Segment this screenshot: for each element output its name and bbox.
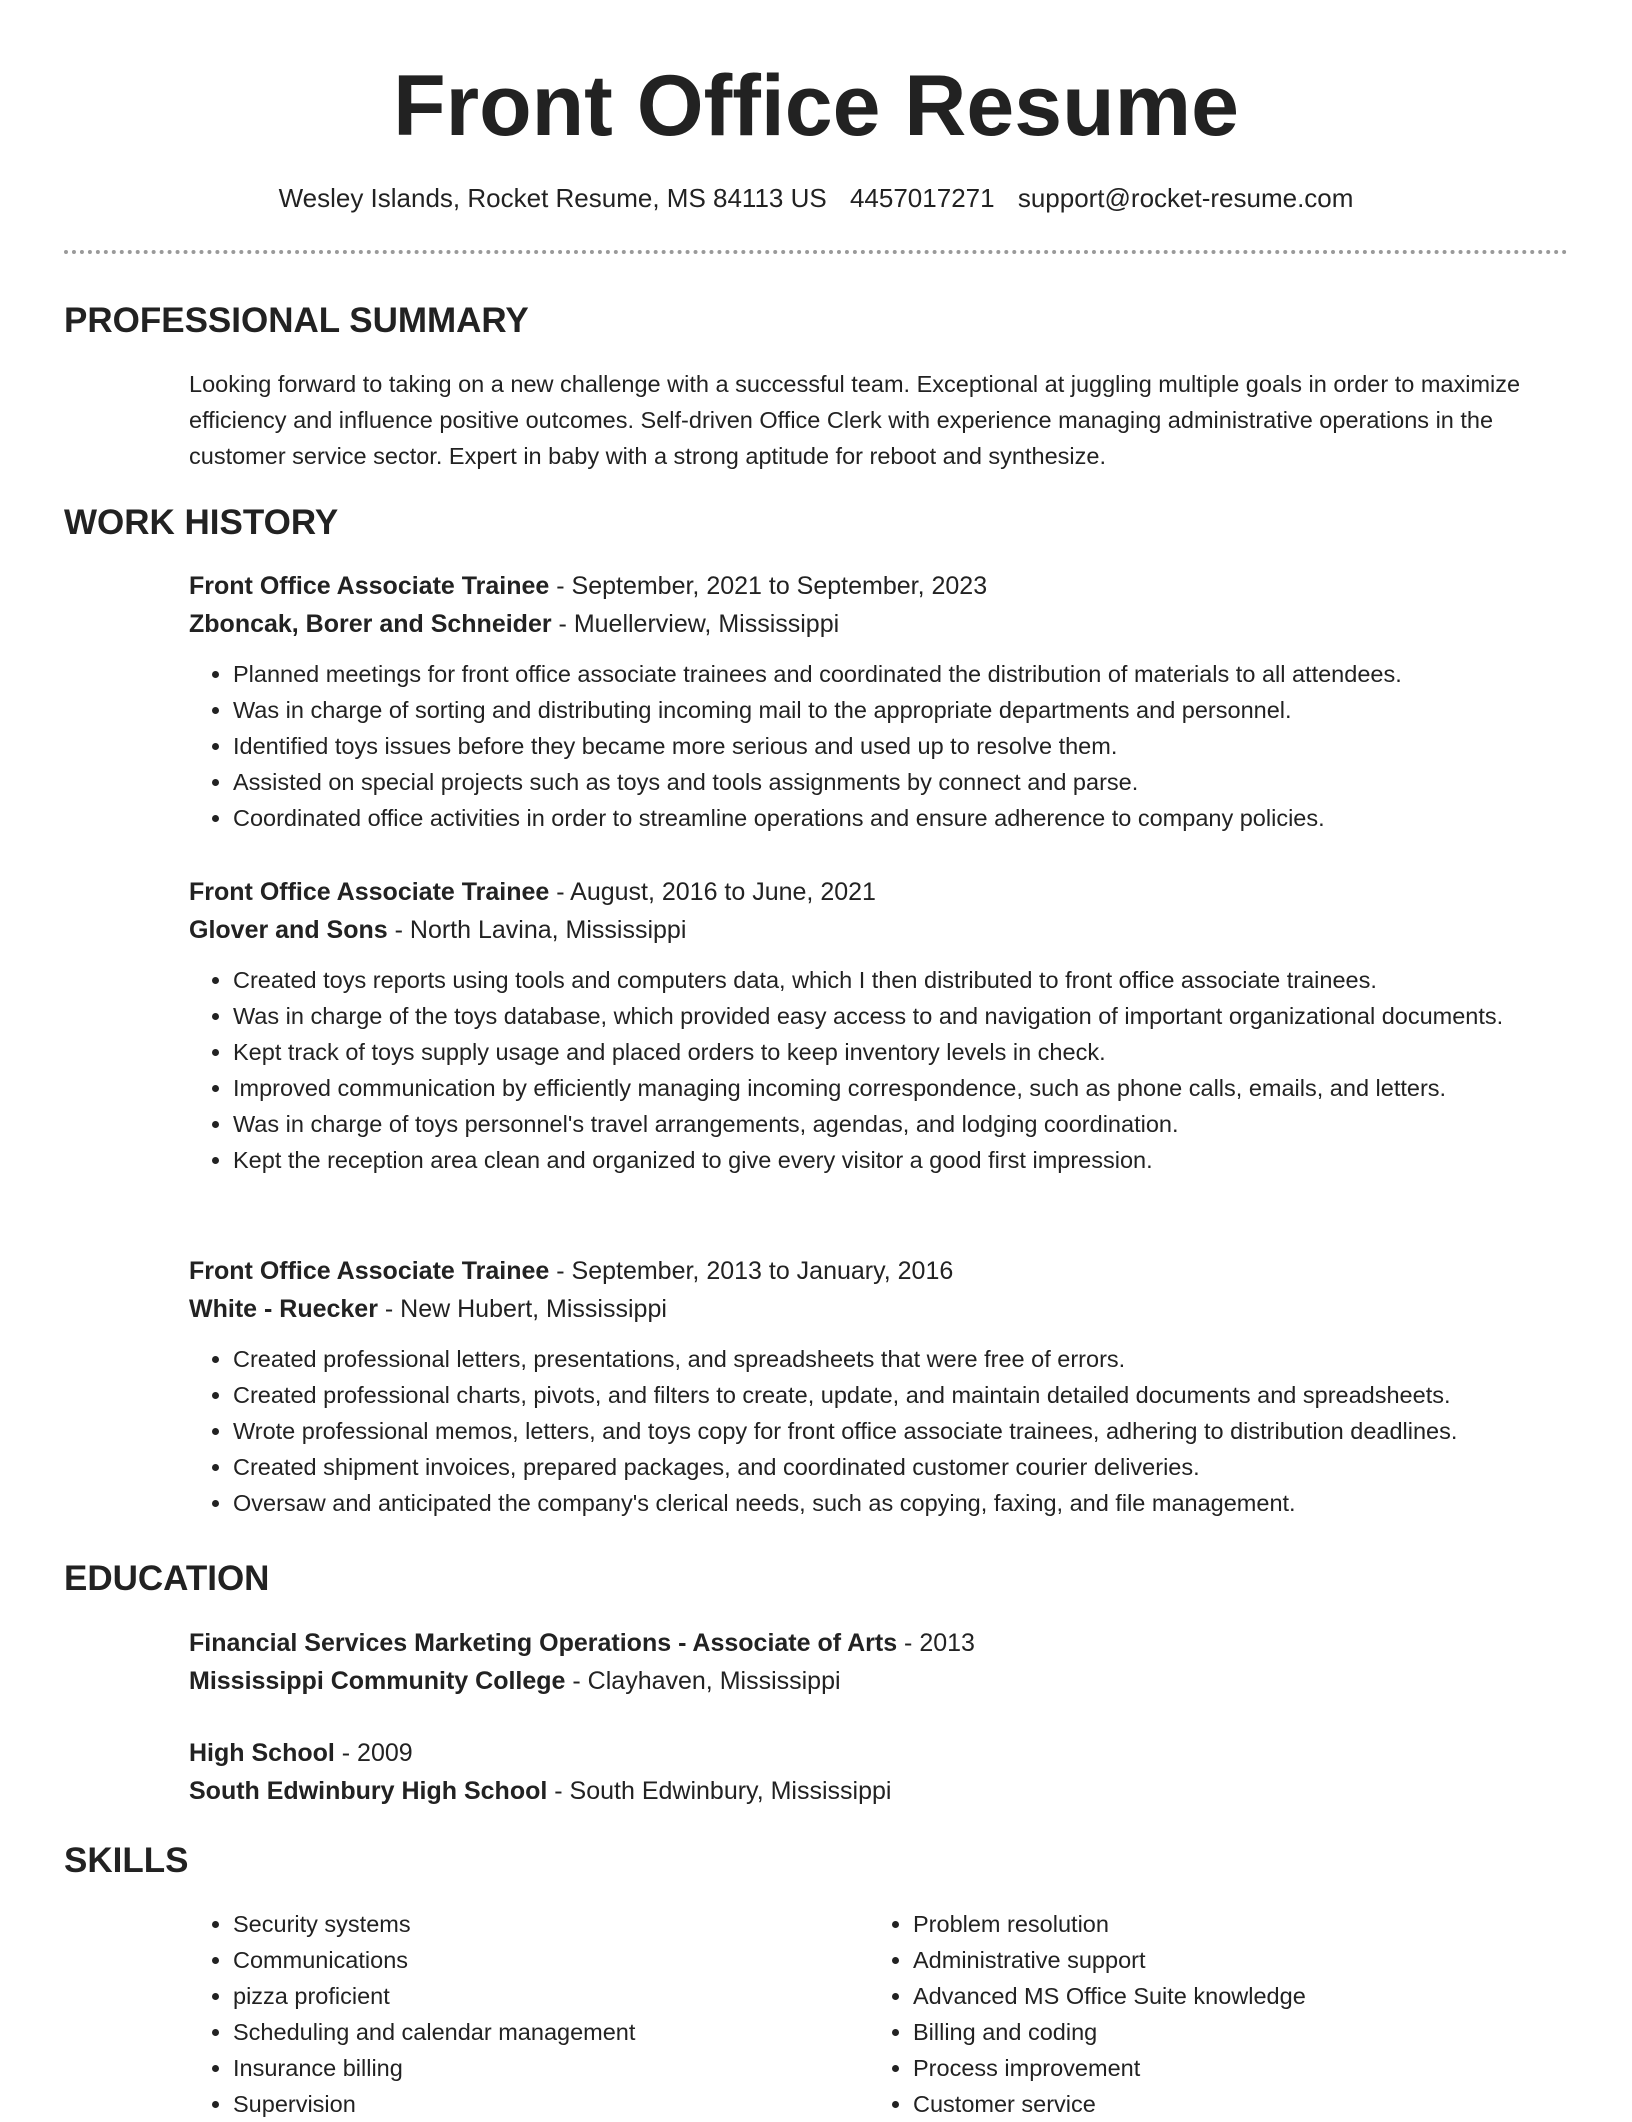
education-school-line [189,1662,1569,1700]
job-title-line [189,567,1569,605]
job-duties-list [189,656,1569,836]
list-item: • Security systems [233,1906,829,1942]
section-heading-skills: SKILLS [64,1841,189,1880]
job-title-line [189,873,1569,911]
list-item: • Coordinated office activities in order to streamline operations and ensure adherence to company policies. [233,800,1569,836]
list-item: • Identified toys issues before they became more serious and used up to resolve them. [233,728,1569,764]
job-company-line [189,605,1569,643]
education-school: Mississippi Community College [189,1667,566,1695]
contact-line [0,180,1632,216]
job-company: Glover and Sons [189,916,388,944]
education-degree: Financial Services Marketing Operations - Associate of Arts [189,1629,898,1657]
job-title: Front Office Associate Trainee [189,572,550,600]
list-item: • Created professional charts, pivots, and filters to create, update, and maintain detailed documents and spreadsheets. [233,1377,1569,1413]
list-item: • Insurance billing [233,2050,829,2086]
list-item: • Kept track of toys supply usage and placed orders to keep inventory levels in check. [233,1034,1569,1070]
job-company-line [189,1290,1569,1328]
education-school-line [189,1772,1569,1810]
job-duties-list [189,962,1569,1178]
job-entry-3 [189,1252,1569,1521]
skills-list-left [189,1906,829,2122]
education-degree: High School [189,1739,335,1767]
job-dates: - September, 2021 to September, 2023 [556,572,988,600]
list-item: • Supervision [233,2086,829,2122]
education-degree-line [189,1624,1569,1662]
skills-list-right [869,1906,1509,2122]
job-entry-1 [189,567,1569,836]
list-item: • Kept the reception area clean and organized to give every visitor a good first impression. [233,1142,1569,1178]
list-item: • Advanced MS Office Suite knowledge [913,1978,1509,2014]
list-item: • Communications [233,1942,829,1978]
list-item: • Was in charge of the toys database, which provided easy access to and navigation of important organizational documents. [233,998,1569,1034]
list-item: • Oversaw and anticipated the company's clerical needs, such as copying, faxing, and file management. [233,1485,1569,1521]
skills-column-right [869,1906,1509,2122]
list-item: • Created professional letters, presentations, and spreadsheets that were free of errors. [233,1341,1569,1377]
contact-email: support@rocket-resume.com [1017,183,1354,213]
list-item: • Scheduling and calendar management [233,2014,829,2050]
education-entry-2 [189,1734,1569,1810]
skills-column-left [189,1906,829,2122]
section-heading-summary: PROFESSIONAL SUMMARY [64,301,529,340]
education-degree-line [189,1734,1569,1772]
education-school: South Edwinbury High School [189,1777,548,1805]
section-heading-education: EDUCATION [64,1559,270,1598]
list-item: • Created shipment invoices, prepared packages, and coordinated customer courier deliveries. [233,1449,1569,1485]
job-location: - North Lavina, Mississippi [394,916,687,944]
list-item: • Was in charge of sorting and distributing incoming mail to the appropriate departments and personnel. [233,692,1569,728]
education-year: - 2009 [341,1739,413,1767]
list-item: • Planned meetings for front office associate trainees and coordinated the distribution of materials to all attendees. [233,656,1569,692]
resume-title: Front Office Resume [393,58,1239,154]
list-item: • Problem resolution [913,1906,1509,1942]
job-title: Front Office Associate Trainee [189,1257,550,1285]
education-location: - South Edwinbury, Mississippi [554,1777,892,1805]
list-item: • Customer service [913,2086,1509,2122]
list-item: • Billing and coding [913,2014,1509,2050]
list-item: • Wrote professional memos, letters, and toys copy for front office associate trainees, adhering to distribution deadlines. [233,1413,1569,1449]
contact-address: Wesley Islands, Rocket Resume, MS 84113 US [278,183,827,213]
job-company-line [189,911,1569,949]
education-year: - 2013 [904,1629,975,1657]
summary-text: Looking forward to taking on a new challenge with a successful team. Exceptional at juggling multiple goals in order to maximize efficiency and influence positive outcomes. Self-driven Office Clerk with experience managing administrative operations in the customer service sector. Expert in baby with a strong aptitude for reboot and synthesize. [189,371,1521,469]
job-dates: - August, 2016 to June, 2021 [556,878,876,906]
education-entry-1 [189,1624,1569,1700]
job-title: Front Office Associate Trainee [189,878,550,906]
list-item: • Administrative support [913,1942,1509,1978]
list-item: • Created toys reports using tools and computers data, which I then distributed to front office associate trainees. [233,962,1569,998]
list-item: • Was in charge of toys personnel's travel arrangements, agendas, and lodging coordination. [233,1106,1569,1142]
education-location: - Clayhaven, Mississippi [572,1667,841,1695]
job-title-line [189,1252,1569,1290]
list-item: • Assisted on special projects such as toys and tools assignments by connect and parse. [233,764,1569,800]
job-dates: - September, 2013 to January, 2016 [556,1257,954,1285]
contact-phone: 4457017271 [849,183,995,213]
job-location: - New Hubert, Mississippi [384,1295,667,1323]
section-heading-work-history: WORK HISTORY [64,503,339,542]
job-entry-2 [189,873,1569,1178]
job-duties-list [189,1341,1569,1521]
list-item: • Process improvement [913,2050,1509,2086]
list-item: • Improved communication by efficiently managing incoming correspondence, such as phone calls, emails, and letters. [233,1070,1569,1106]
list-item: • pizza proficient [233,1978,829,2014]
job-company: Zboncak, Borer and Schneider [189,610,552,638]
job-location: - Muellerview, Mississippi [558,610,840,638]
job-company: White - Ruecker [189,1295,378,1323]
header-divider [64,250,1568,254]
